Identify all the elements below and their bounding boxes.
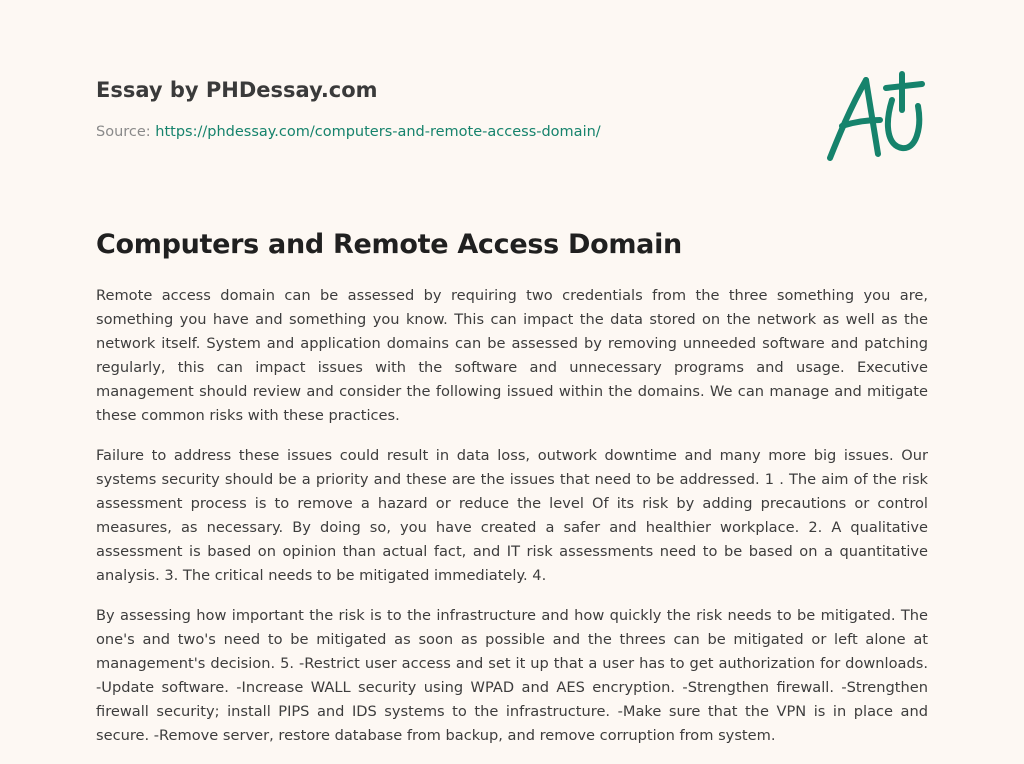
source-line — [96, 122, 796, 142]
source-link[interactable]: https://phdessay.com/computers-and-remote-access-domain/ — [155, 124, 601, 140]
essay-title: Computers and Remote Access Domain — [96, 229, 682, 260]
essay-body — [96, 284, 928, 764]
a-plus-grade-icon — [822, 68, 932, 164]
site-brand: Essay by PHDessay.com — [96, 78, 378, 102]
source-label: Source: — [96, 124, 156, 140]
page-header — [96, 74, 796, 142]
essay-paragraph: Failure to address these issues could result in data loss, outwork downtime and many more big issues. Our systems security should be a priority and these are the issues that need to be addressed. 1 . The aim of the risk assessment process is to remove a hazard or reduce the level Of its risk by adding precautions or control measures, as necessary. By doing so, you have created a safer and healthier workplace. 2. A qualitative assessment is based on opinion than actual fact, and IT risk assessments need to be based on a quantitative analysis. 3. The critical needs to be mitigated immediately. 4. — [96, 447, 928, 584]
essay-paragraph: By assessing how important the risk is to the infrastructure and how quickly the risk needs to be mitigated. The one's and two's need to be mitigated as soon as possible and the threes can be mitigated or left alone at management's decision. 5. -Restrict user access and set it up that a user has to get authorization for downloads. -Update software. -Increase WALL security using WPAD and AES encryption. -Strengthen firewall. -Strengthen firewall security; install PIPS and IDS systems to the infrastructure. -Make sure that the VPN is in place and secure. -Remove server, restore database from backup, and remove corruption from system. — [96, 607, 928, 744]
essay-paragraph: Remote access domain can be assessed by requiring two credentials from the three something you are, something you have and something you know. This can impact the data stored on the network as well as the network itself. System and application domains can be assessed by removing unneeded software and patching regularly, this can impact issues with the software and unnecessary programs and usage. Executive management should review and consider the following issued within the domains. We can manage and mitigate these common risks with these practices. — [96, 287, 928, 424]
